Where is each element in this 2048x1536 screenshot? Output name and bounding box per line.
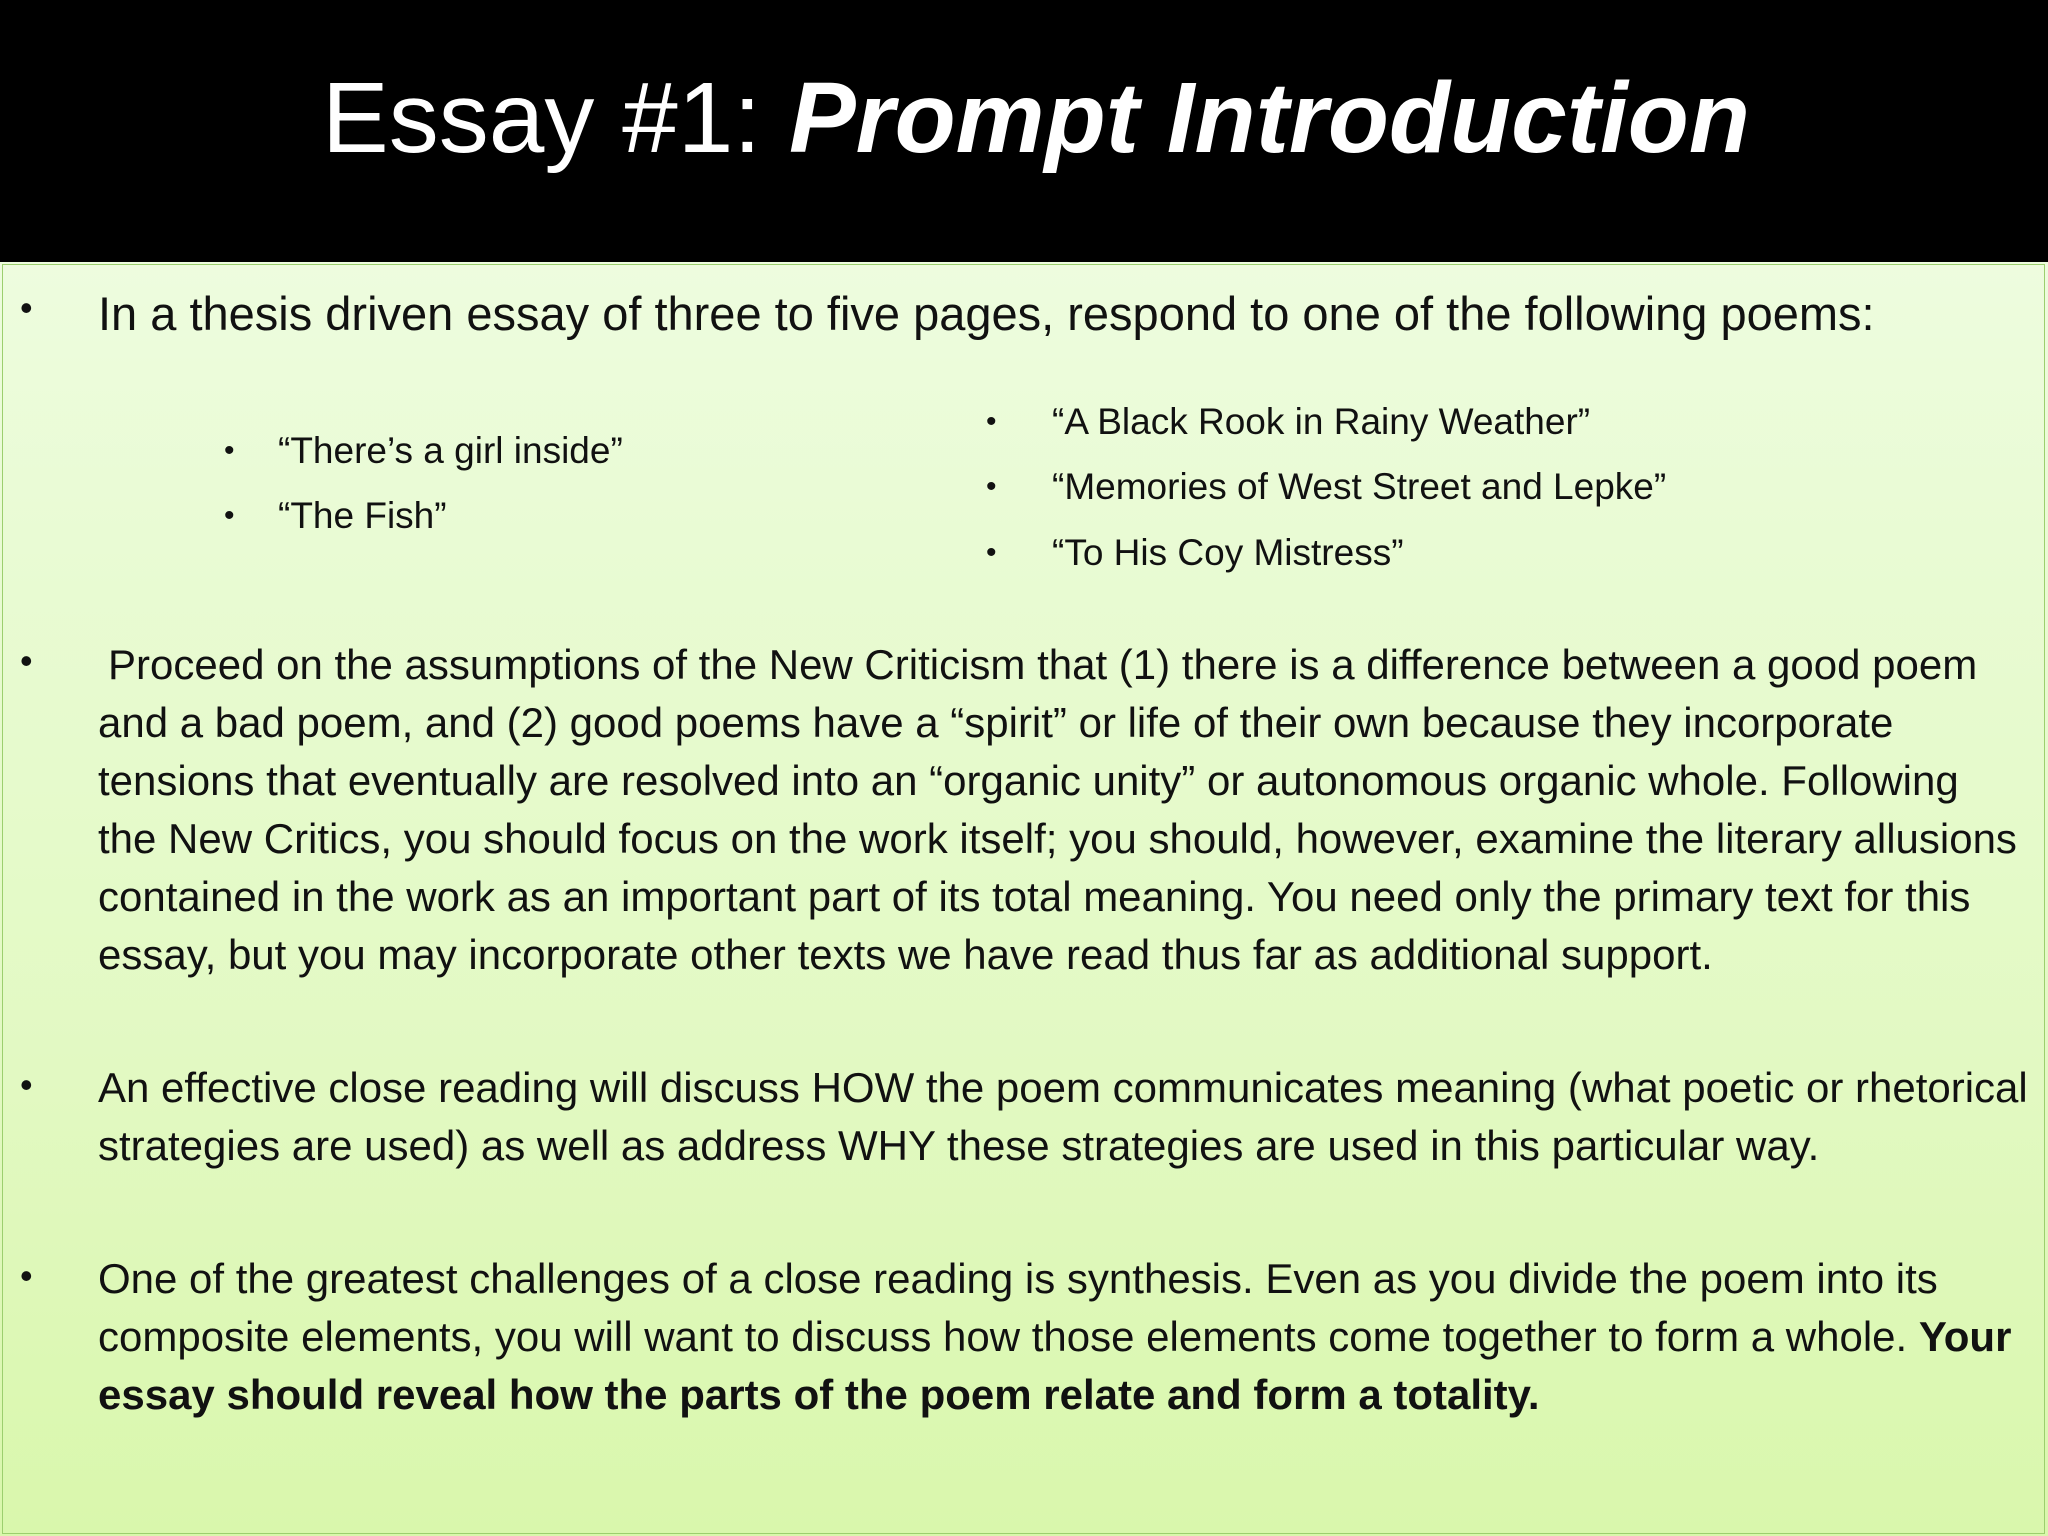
bullet-new-criticism: •	[20, 640, 33, 681]
poem-bullet: •	[986, 536, 997, 569]
close-reading-text: An effective close reading will discuss HOW the poem communicates meaning (what poetic or rhetorical strategies are used) as well as address WHY these strategies are used in this particular way.	[98, 1064, 2028, 1169]
title-bar	[0, 0, 2048, 262]
poem-title: “The Fish”	[278, 495, 447, 536]
bullet-synthesis: •	[20, 1255, 33, 1296]
poem-title: “To His Coy Mistress”	[1052, 532, 1404, 573]
poem-bullet: •	[986, 470, 997, 503]
poem-bullet: •	[224, 499, 235, 532]
synthesis-regular: One of the greatest challenges of a close reading is synthesis. Even as you divide the poem into its composite elements, you will want to discuss how those elements come together to form a whole.	[98, 1255, 1938, 1360]
poem-title: “Memories of West Street and Lepke”	[1052, 466, 1667, 507]
title-emphasis: Prompt Introduction	[788, 62, 1750, 174]
bullet-intro: •	[20, 287, 33, 328]
poem-bullet: •	[986, 405, 997, 438]
poem-title: “There’s a girl inside”	[278, 430, 623, 471]
new-criticism-text: Proceed on the assumptions of the New Criticism that (1) there is a difference between a good poem and a bad poem, and (2) good poems have a “spirit” or life of their own because they incorporate tensions that eventually are resolved into an “organic unity” or autonomous organic whole. Following the New Critics, you should focus on the work itself; you should, however, examine the literary allusions contained in the work as an important part of its total meaning. You need only the primary text for this essay, but you may incorporate other texts we have read thus far as additional support.	[98, 641, 2017, 978]
slide-title	[0, 58, 2048, 178]
poem-title: “A Black Rook in Rainy Weather”	[1052, 401, 1591, 442]
synthesis-bold: Your essay should reveal how the parts of the poem relate and form a totality.	[98, 1313, 2012, 1418]
bullet-close-reading: •	[20, 1064, 33, 1105]
title-regular: Essay #1:	[322, 62, 789, 174]
intro-text: In a thesis driven essay of three to five pages, respond to one of the following poems:	[98, 287, 1875, 340]
poem-bullet: •	[224, 434, 235, 467]
synthesis-text	[98, 1250, 2028, 1424]
